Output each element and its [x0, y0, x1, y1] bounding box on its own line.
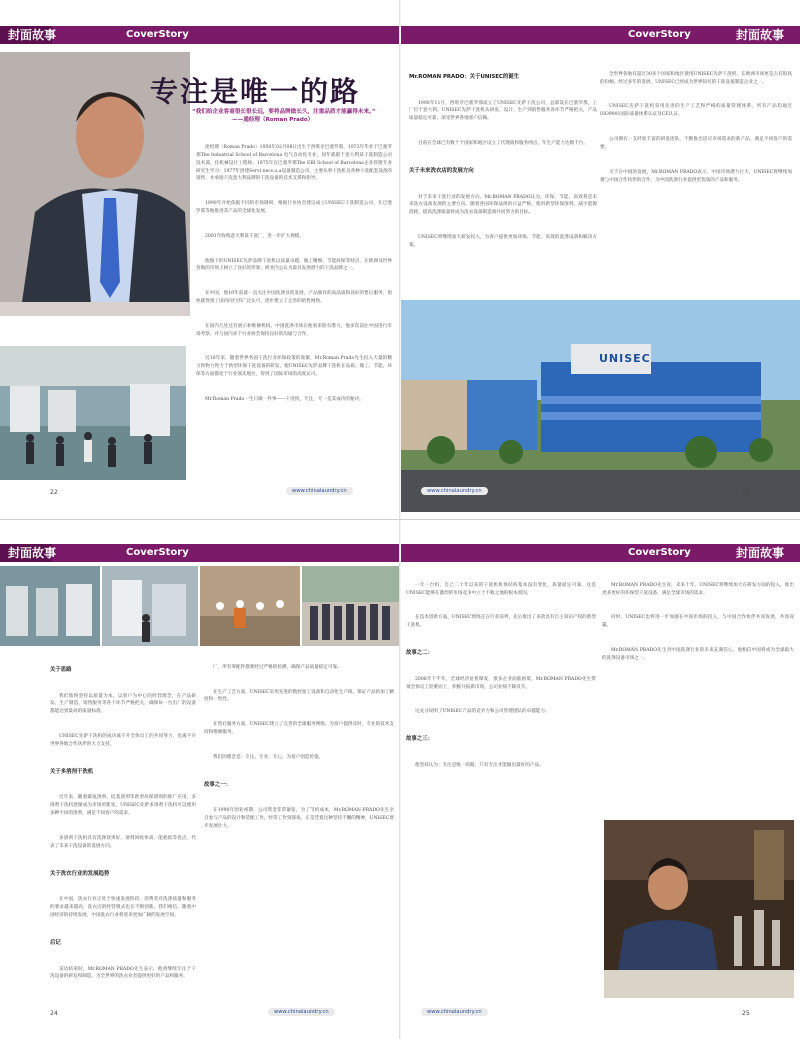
page24-heading: 故事之一：: [204, 781, 231, 788]
footer-url-25: www.chinalaundry.cn: [421, 1008, 488, 1016]
page24-heading: 关于洗衣行业的发展趋势: [50, 870, 110, 877]
page25-para: 同时，UNISEC也将进一步加强在中国市场的投入，与中国合作伙伴共同发展，共创双赢。: [602, 615, 794, 629]
page22-para: 2001年收购意大利某干洗厂，进一步扩大规模。: [205, 233, 304, 239]
page25-heading: 故事之二：: [406, 650, 433, 657]
page24-para: 在中国，洗衣行业正处于快速发展阶段，消费者对洗涤质量和服务的要求越来越高，洗衣店的经营模式也在不断创新。我们相信，随着中国经济的持续发展，中国洗衣行业将迎来更加广阔的发展空间。: [50, 897, 196, 919]
page22-para: 庞经理（Roman Prado）1950年02月08日出生于西班牙巴塞罗那，1972年毕业于巴塞罗那The Industrial School of Barcelona 电气自动化专业，同年就职于意大利某干洗制造公司技术部，任机械设计工程师。1975年在巴塞罗那The EBI School of Barcelona企业管理专业研究生学习；1977年创建Servi neco.s.a设备制造公司，主要从事干洗机及各种干洗配套设备的销售、并承接干洗意大利品牌的干洗设备的技术支援和指导。: [196, 144, 392, 182]
page25-col2: [602, 566, 794, 816]
footer-url-24: www.chinalaundry.cn: [268, 1008, 335, 1016]
page24-para: UNISEC先萨干洗机的成功离不开全体员工的共同努力，也离不开世界各地合作伙伴的大力支持。: [50, 734, 196, 747]
gutter-bottom: [399, 520, 401, 1039]
page-number-23: 23: [742, 489, 750, 496]
page24-para: 采访结束时，Mr.ROMAN PRADO先生表示，他将继续专注于干洗设备的研发和制造，为全世界的洗衣业者提供更好的产品和服务。: [50, 966, 196, 980]
article-quote: “我们给企业客商很长很长远，要将品牌做长久，注重品质才能赢得未来。”: [192, 109, 376, 115]
section-title-cn: 封面故事: [8, 546, 57, 560]
page25-para: 他坚持认为：专注是唯一的路，只有专注才能做出最好的产品。: [415, 762, 544, 768]
page-number-25: 25: [742, 1010, 750, 1017]
page24-col1: [50, 648, 196, 996]
page23-col2: [600, 55, 792, 295]
page24-para: 在售后服务方面，UNISEC建立了完善的全球服务网络，为客户提供及时、专业的技术支持和维修服务。: [204, 722, 394, 736]
page25-para: 一年一台机，自己二十年以来的干洗机机体结构基本没有变化，质量稳定可靠，这是UNISEC能够在激烈的市场竞争中立于不败之地的根本原因。: [406, 582, 596, 596]
page23-col1: [409, 55, 597, 295]
section-title-cn-right: 封面故事: [736, 28, 785, 42]
photo-group: [302, 566, 399, 646]
page22-body: [196, 128, 392, 473]
footer-url-23: www.chinalaundry.cn: [421, 487, 488, 495]
section-title-en: CoverStory: [126, 547, 189, 558]
photo-workshop: [200, 566, 300, 646]
footer-url-22: www.chinalaundry.cn: [286, 487, 353, 495]
photo-machines: [0, 566, 100, 646]
page25-para: Mr.ROMAN PRADO先生说，未来十年，UNISEC将继续加大在研发方面的投入，推出更多更好的环保型干洗设备，满足全球市场的需求。: [602, 582, 794, 596]
unisec-sign: UNISEC: [599, 352, 651, 365]
page23-para: 全世界各地有超过30多个国家和地区使用UNISEC先萨干洗机，在欧洲市场更是占有很高的份额。经过多年的发展，UNISEC已经成为世界知名的干洗设备制造企业之一。: [600, 71, 792, 85]
gutter-top: [399, 0, 401, 519]
page23-heading: 关于未来洗衣店的发展方向: [409, 167, 474, 174]
article-quote-attribution: ——通经理（Roman Prado）: [232, 117, 314, 123]
photo-showroom: [102, 566, 198, 646]
page24-para: 近年来，随着碳氢溶剂、硅基溶剂等新型环保溶剂的推广应用，多溶剂干洗机逐渐成为市场的新宠。UNISEC先萨多溶剂干洗机可以使用多种不同的溶剂，满足不同客户的需求。: [50, 795, 196, 817]
page23-para: 公司拥有一支经验丰富的研发团队，不断推出适应市场需求的新产品，满足不同客户的需要。: [600, 137, 792, 150]
section-title-cn-right: 封面故事: [736, 546, 785, 560]
page22-para: 在国内几处还有展示和维修机构。中国洗涤市场在他看来很有潜力，他多次前往中国进行市场考察，并与国内多个行业协会保持良好的沟通与合作。: [196, 323, 392, 337]
page22-para: Mr.Roman Prado一生只做一件事——干洗机，专注，专一是其成功的秘诀。: [205, 396, 364, 402]
page25-para: 这充分说明了UNISEC产品的竞争力和公司管理团队的卓越能力。: [415, 709, 550, 715]
page22-para: 近10年来，随着世界各国干洗行业环保政策的收紧，Mr.Roman Prado先生投入大量的精力和物力致力于新型环保干洗设备的研发，使UNISEC先萨品牌干洗机在品质、做工、节能、环保等方面都处于行业领先地位，得到了国际市场的高度认可。: [196, 356, 392, 378]
spread-top: [0, 0, 800, 519]
page-number-22: 22: [50, 489, 58, 496]
page23-para: UNISEC先萨干洗机采用先进的生产工艺和严格的质量管理体系，所有产品均通过ISO9001国际质量体系认证及CE认证。: [600, 104, 792, 118]
section-title-cn: 封面故事: [8, 28, 57, 42]
page25-para: 在技术创新方面，UNISEC始终走在行业前列，先后推出了多款具有自主知识产权的新型干洗机。: [406, 615, 596, 629]
page24-heading: 关于思路: [50, 666, 72, 673]
page23-para: 1990年11月，西班牙巴塞罗那成立了UNISEC先萨干洗公司，总部设在巴塞罗那，工厂位于意大利。UNISEC先萨干洗机从研发、设计、生产到销售服务各环节严格把关，产品质量稳定可靠，深受世界各地客户信赖。: [409, 100, 597, 122]
page23-para: UNISEC将继续加大研发投入，为客户提供更加环保、节能、高效的洗涤设备和解决方案。: [409, 235, 597, 248]
dinner-portrait-photo: [604, 820, 794, 998]
page24-para: 在生产工艺方面，UNISEC采用先进的数控加工设备和自动化生产线，保证产品的加工精度和一致性。: [204, 689, 394, 703]
spread-bottom: [0, 520, 800, 1039]
page24-para: 我们的理念是：专注、专业、专心，为客户创造价值。: [213, 754, 324, 760]
section-title-en: CoverStory: [126, 29, 189, 40]
page23-para: 关于在中国的发展，Mr.ROMAN PRADO表示，中国市场潜力巨大，UNISEC将继续加强与中国合作伙伴的合作，为中国洗涤行业提供更优质的产品和服务。: [600, 169, 792, 183]
page22-para: 1990年开始依据不同的市场调研，根据行业协会建议成立UNISEC干洗制造公司，在巴塞罗那等地推进其产品的全球化发展。: [196, 201, 392, 215]
factory-floor-photo: [0, 346, 186, 480]
article-title: 专注是唯一的路: [150, 75, 361, 108]
page23-para: 目前在全球已有数十个国家和地区设立了代理商和服务网点，年生产能力达数千台。: [418, 141, 588, 147]
page24-heading: 关于多溶剂干洗机: [50, 768, 94, 775]
page25-heading: 故事之三：: [406, 736, 433, 743]
page22-para: 在中国，他10年前就一直关注中国洗涤业的发展，产品独有的高品质和良好的售后服务，很快就得到了国内同行的广泛认可，逐步建立了完善的销售网络。: [196, 291, 392, 305]
page-number-24: 24: [50, 1010, 58, 1017]
page23-para: 对于未来干洗行业的发展方向，Mr.ROMAN PRADO认为，环保、节能、高效将是未来洗衣设备发展的主要方向。随着各国环保法规的日益严格，使用新型环保溶剂、减少能源消耗、提高洗涤质量将成为洗衣设备制造商共同努力的目标。: [409, 194, 597, 216]
page24-para: 多溶剂干洗机具有洗涤效果好、溶剂回收率高、能耗低等优点，代表了未来干洗设备的发展方向。: [50, 835, 196, 849]
page23-heading: Mr.ROMAN PRADO：关于UNISEC的诞生: [409, 73, 520, 80]
page22-para: 他独下的UNISEC先萨品牌干洗机以质量卓越、做工精细、节能环保等特点，在欧洲及世界各地的市场上树立了良好的形象，被业内公认为最具发展潜力的干洗品牌之一。: [196, 258, 392, 272]
page25-para: 2008年下半年，全球经济危机爆发，很多企业面临困境。Mr.ROMAN PRADO先生带领全体员工迎难而上，积极开拓新市场，公司业绩不降反升。: [406, 676, 596, 690]
page25-col1: [406, 566, 596, 996]
section-title-en-right: CoverStory: [628, 29, 691, 40]
factory-building-photo: [401, 300, 800, 512]
page24-heading: 后记: [50, 939, 61, 946]
page24-para: 厂，所有零配件都要经过严格的检测，确保产品质量稳定可靠。: [213, 664, 342, 670]
page24-para: 在1990年创业初期，公司资金非常紧张，为了节约成本，Mr.ROMAN PRADO先生亲自参与产品的设计和装配工作，经常工作到深夜。正是凭着这种坚持不懈的精神，UNISEC逐步发展壮大。: [204, 808, 394, 830]
page24-para: 我们始终坚持以质量为本、以客户为中心的经营理念，在产品研发、生产制造、销售服务等各个环节严格把关，确保每一台出厂的设备都能达到最高的质量标准。: [50, 693, 196, 715]
page24-col2: [204, 648, 394, 996]
page25-para: Mr.ROMAN PRADO先生对中国洗涤行业的未来充满信心，他相信中国将成为全球最大的洗涤设备市场之一。: [602, 648, 794, 661]
section-title-en-right: CoverStory: [628, 547, 691, 558]
